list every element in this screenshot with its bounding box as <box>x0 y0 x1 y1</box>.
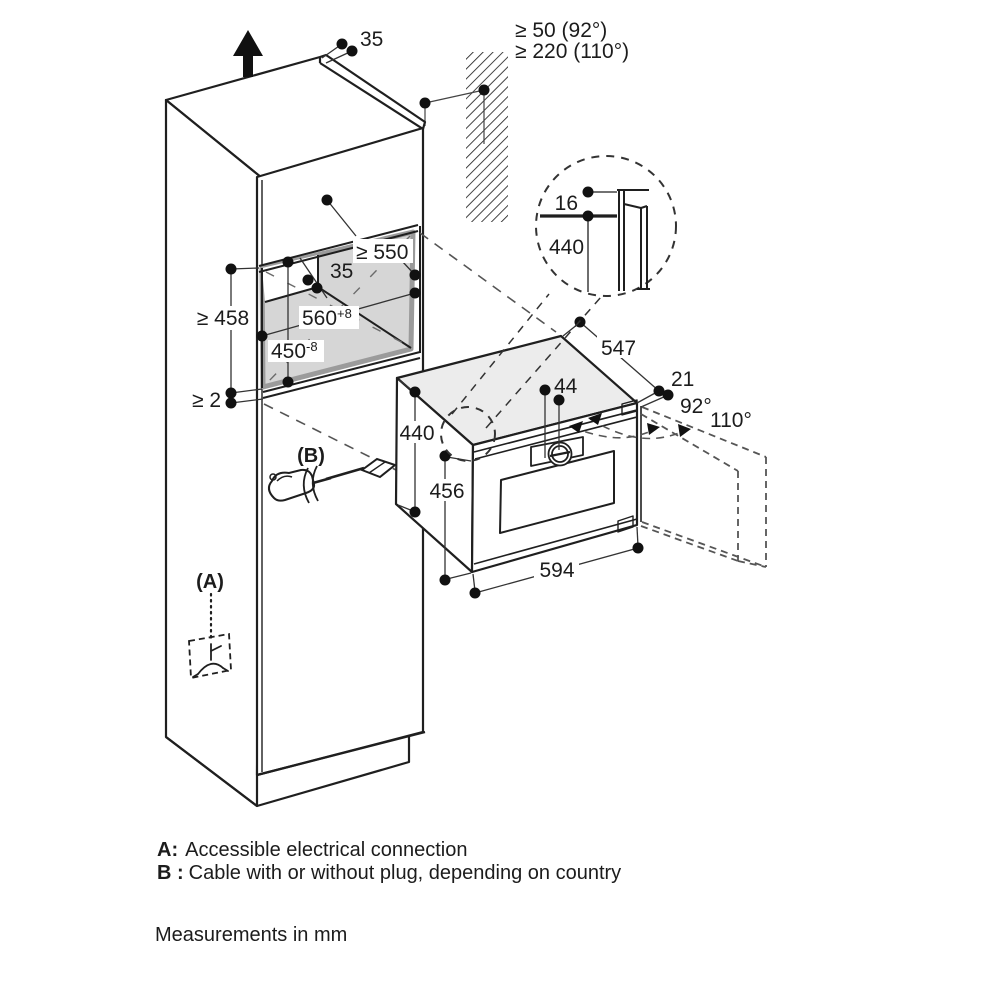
legend-line-b <box>157 862 621 884</box>
legend-a-key: A: <box>157 839 179 861</box>
cabinet <box>166 55 425 806</box>
oven <box>396 336 641 572</box>
dim-label-oven-height: 440 <box>399 422 435 445</box>
dim-label-wall-clearance-92: ≥ 50 (92°) <box>515 19 608 42</box>
dim-label-oven-depth: 547 <box>601 337 637 360</box>
dim-label-niche-depth: ≥ 550 <box>356 241 409 264</box>
niche-width-tolerance: +8 <box>337 306 352 321</box>
dim-label-wall-clearance-110: ≥ 220 (110°) <box>515 40 630 63</box>
dim-label-oven-front-height: 456 <box>429 480 465 503</box>
dim-label-bottom-gap: ≥ 2 <box>192 389 222 412</box>
dim-label-detail-overlap: 16 <box>554 192 578 215</box>
niche-cutout-value: 450 <box>271 340 307 363</box>
legend <box>155 839 621 946</box>
dim-label-angle-small: 92° <box>680 395 712 418</box>
legend-b-text: Cable with or without plug, depending on country <box>188 862 622 884</box>
upward-arrow-icon <box>233 30 263 77</box>
dim-label-flange: 21 <box>671 368 695 391</box>
marker-a-label: (A) <box>196 571 224 593</box>
niche-cutout-tolerance: -8 <box>306 339 318 354</box>
dim-label-angle-large: 110° <box>710 409 752 432</box>
marker-b-label: (B) <box>297 445 325 467</box>
dim-label-oven-width: 594 <box>539 559 575 582</box>
dim-label-niche-frame-offset: 35 <box>330 260 354 283</box>
niche-width-value: 560 <box>302 307 338 330</box>
dim-label-top-setback: 35 <box>360 28 384 51</box>
adjacent-wall-hatching <box>420 52 509 222</box>
legend-line-a <box>157 839 467 861</box>
legend-a-text: Accessible electrical connection <box>185 839 468 861</box>
dim-label-panel-height: 44 <box>554 375 578 398</box>
dim-label-niche-height: ≥ 458 <box>196 307 250 330</box>
footer-note: Measurements in mm <box>155 924 348 946</box>
legend-b-key: B : <box>157 862 184 884</box>
dim-label-detail-height: 440 <box>549 236 585 259</box>
